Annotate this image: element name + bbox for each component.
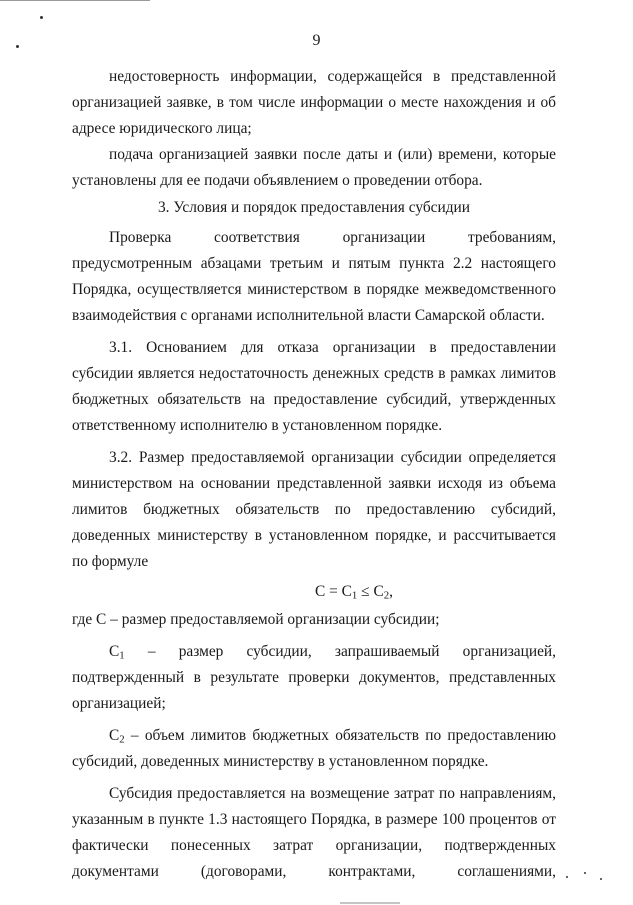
c2-subscript: 2 <box>119 733 125 746</box>
paragraph-reason-late-submission: подача организацией заявки после даты и (или) времени, которые установлены для ее подачи объявлением о проведении отбора. <box>72 146 556 189</box>
scan-bottom-mark <box>340 902 400 904</box>
formula-tail: , <box>389 583 393 600</box>
paragraph-reason-unreliable-info: недостоверность информации, содержащейся в представленной организацией заявке, в том числе информации о месте нахождения и об адресе юридического лица; <box>72 68 556 137</box>
section-heading: 3. Условия и порядок предоставления субсидии <box>157 199 471 216</box>
paragraph-c2-definition <box>72 723 556 775</box>
c1-symbol: C <box>109 643 120 660</box>
scan-speck <box>584 872 586 874</box>
paragraph-subsidy-compensation: Субсидия предоставляется на возмещение затрат по направлениям, указанным в пункте 1.3 настоящего Порядка, в размере 100 процентов от фактически понесенных затрат организации, подтвержденных документами (договорами, контрактами, соглашениями, <box>72 785 556 880</box>
subsidy-formula <box>72 579 556 605</box>
scan-speck <box>40 16 43 19</box>
page-number: 9 <box>312 32 321 49</box>
paragraph-where-c: где C – размер предоставляемой организации субсидии; <box>72 611 440 628</box>
paragraph-verification: Проверка соответствия организации требованиям, предусмотренным абзацами третьим и пятым пункта 2.2 настоящего Порядка, осуществляется министерством в порядке межведомственного взаимодействия с органами исполнительной власти Самарской области. <box>72 229 556 324</box>
body-text-section3 <box>72 195 556 885</box>
paragraph-c1-definition <box>72 639 556 717</box>
formula-sub-1: 1 <box>351 589 358 602</box>
body-text-top <box>72 64 556 194</box>
formula-lhs: C = C <box>315 583 352 600</box>
formula-relation: ≤ C <box>357 583 384 600</box>
scan-speck <box>566 876 568 878</box>
c2-symbol: C <box>109 727 120 744</box>
c2-text: – объем лимитов бюджетных обязательств по предоставлению субсидий, доведенных министерству в установленном порядке. <box>72 727 556 770</box>
scan-edge-line <box>0 0 150 1</box>
paragraph-3-1: 3.1. Основанием для отказа организации в предоставлении субсидии является недостаточность денежных средств в рамках лимитов бюджетных обязательств на предоставление субсидий, утвержденных ответственному исполнителю в установленном порядке. <box>72 339 556 434</box>
paragraph-3-2: 3.2. Размер предоставляемой организации субсидии определяется министерством на основании представленной заявки исходя из объема лимитов бюджетных обязательств по предоставлению субсидий, доведенных министерству в установленном порядке, и рассчитывается по формуле <box>72 449 556 570</box>
c1-text: – размер субсидии, запрашиваемый организацией, подтвержденный в результате проверки документов, представленных организацией; <box>72 643 556 712</box>
c1-subscript: 1 <box>119 649 125 662</box>
scan-speck <box>600 878 602 880</box>
formula-sub-2: 2 <box>383 589 390 602</box>
